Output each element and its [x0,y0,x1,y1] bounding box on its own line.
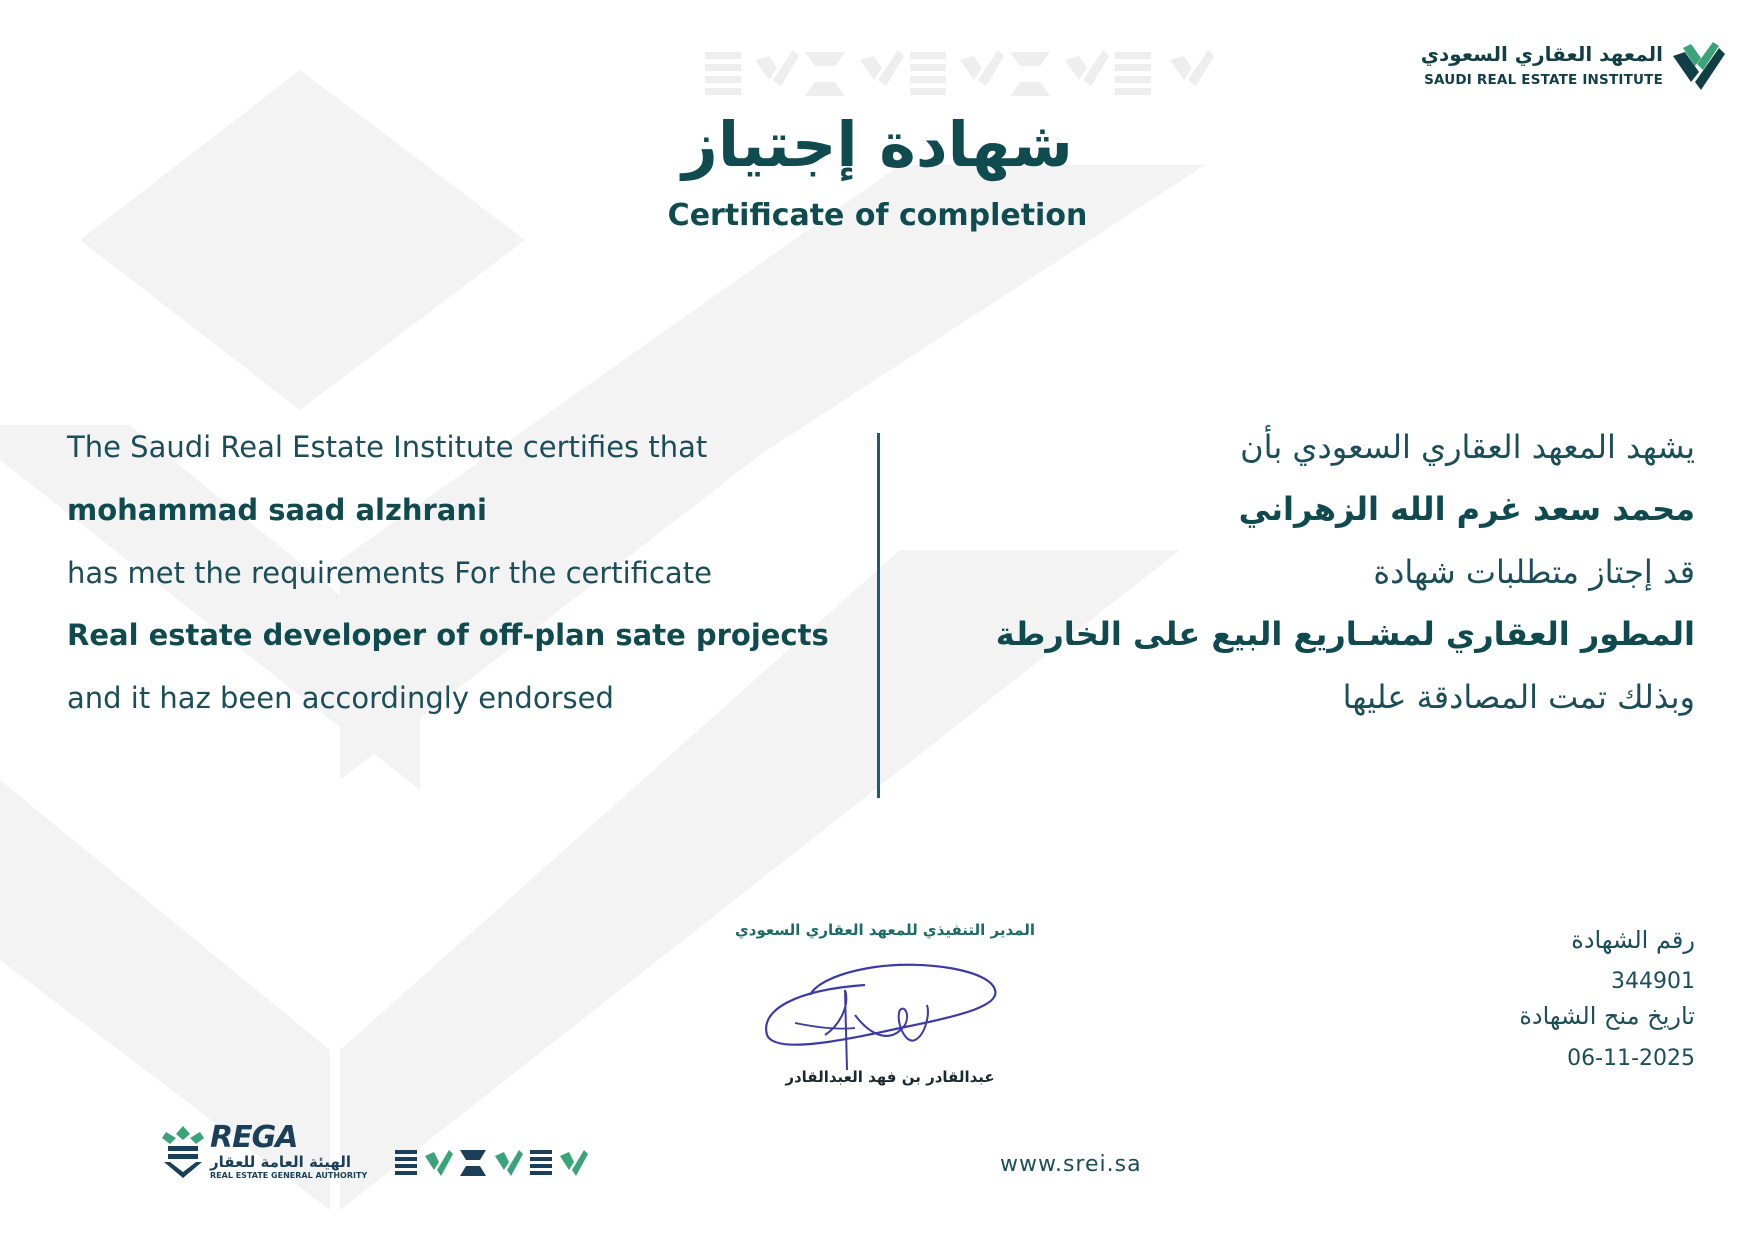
issue-date-label: تاريخ منح الشهادة [1519,1002,1695,1030]
issue-date: 06-11-2025 [1567,1046,1695,1071]
certificate-number: 344901 [1611,969,1695,994]
institute-logo-icon [1673,42,1725,92]
logo-arabic-text: المعهد العقاري السعودي [1420,42,1663,66]
column-divider [877,433,880,798]
arabic-course-name: المطور العقاري لمشـاريع البيع على الخارطة [995,615,1695,653]
rega-emblem-icon [160,1124,206,1180]
arabic-endorsed-text: وبذلك تمت المصادقة عليها [1342,678,1695,716]
certificate-title-english: Certificate of completion [667,198,1088,233]
rega-logo [160,1120,400,1180]
top-pattern [705,50,1214,96]
signatory-title: المدير التنفيذي للمعهد العقاري السعودي [735,921,1035,939]
rega-wordmark: REGA [210,1120,298,1155]
signatory-name: عبدالقادر بن فهد العبدالقادر [785,1068,995,1086]
arabic-intro: يشهد المعهد العقاري السعودي بأن [1240,428,1695,466]
english-recipient-name: mohammad saad alzhrani [67,493,487,527]
english-requirements-text: has met the requirements For the certificate [67,556,712,590]
certificate-number-label: رقم الشهادة [1571,926,1695,954]
english-intro: The Saudi Real Estate Institute certifies that [67,430,708,464]
english-endorsed-text: and it haz been accordingly endorsed [67,681,614,715]
website-url: www.srei.sa [1000,1152,1142,1177]
arabic-recipient-name: محمد سعد غرم الله الزهراني [1238,490,1695,528]
institute-logo [1405,40,1725,100]
handwritten-signature [755,955,1005,1070]
english-course-name: Real estate developer of off-plan sate projects [67,618,829,652]
footer-pattern [395,1148,595,1178]
arabic-requirements-text: قد إجتاز متطلبات شهادة [1373,553,1695,591]
logo-english-text: SAUDI REAL ESTATE INSTITUTE [1424,72,1663,88]
certificate-title-arabic: شهادة إجتياز [682,108,1073,181]
rega-english-name: REAL ESTATE GENERAL AUTHORITY [210,1171,368,1180]
rega-arabic-name: الهيئة العامة للعقار [210,1153,352,1171]
